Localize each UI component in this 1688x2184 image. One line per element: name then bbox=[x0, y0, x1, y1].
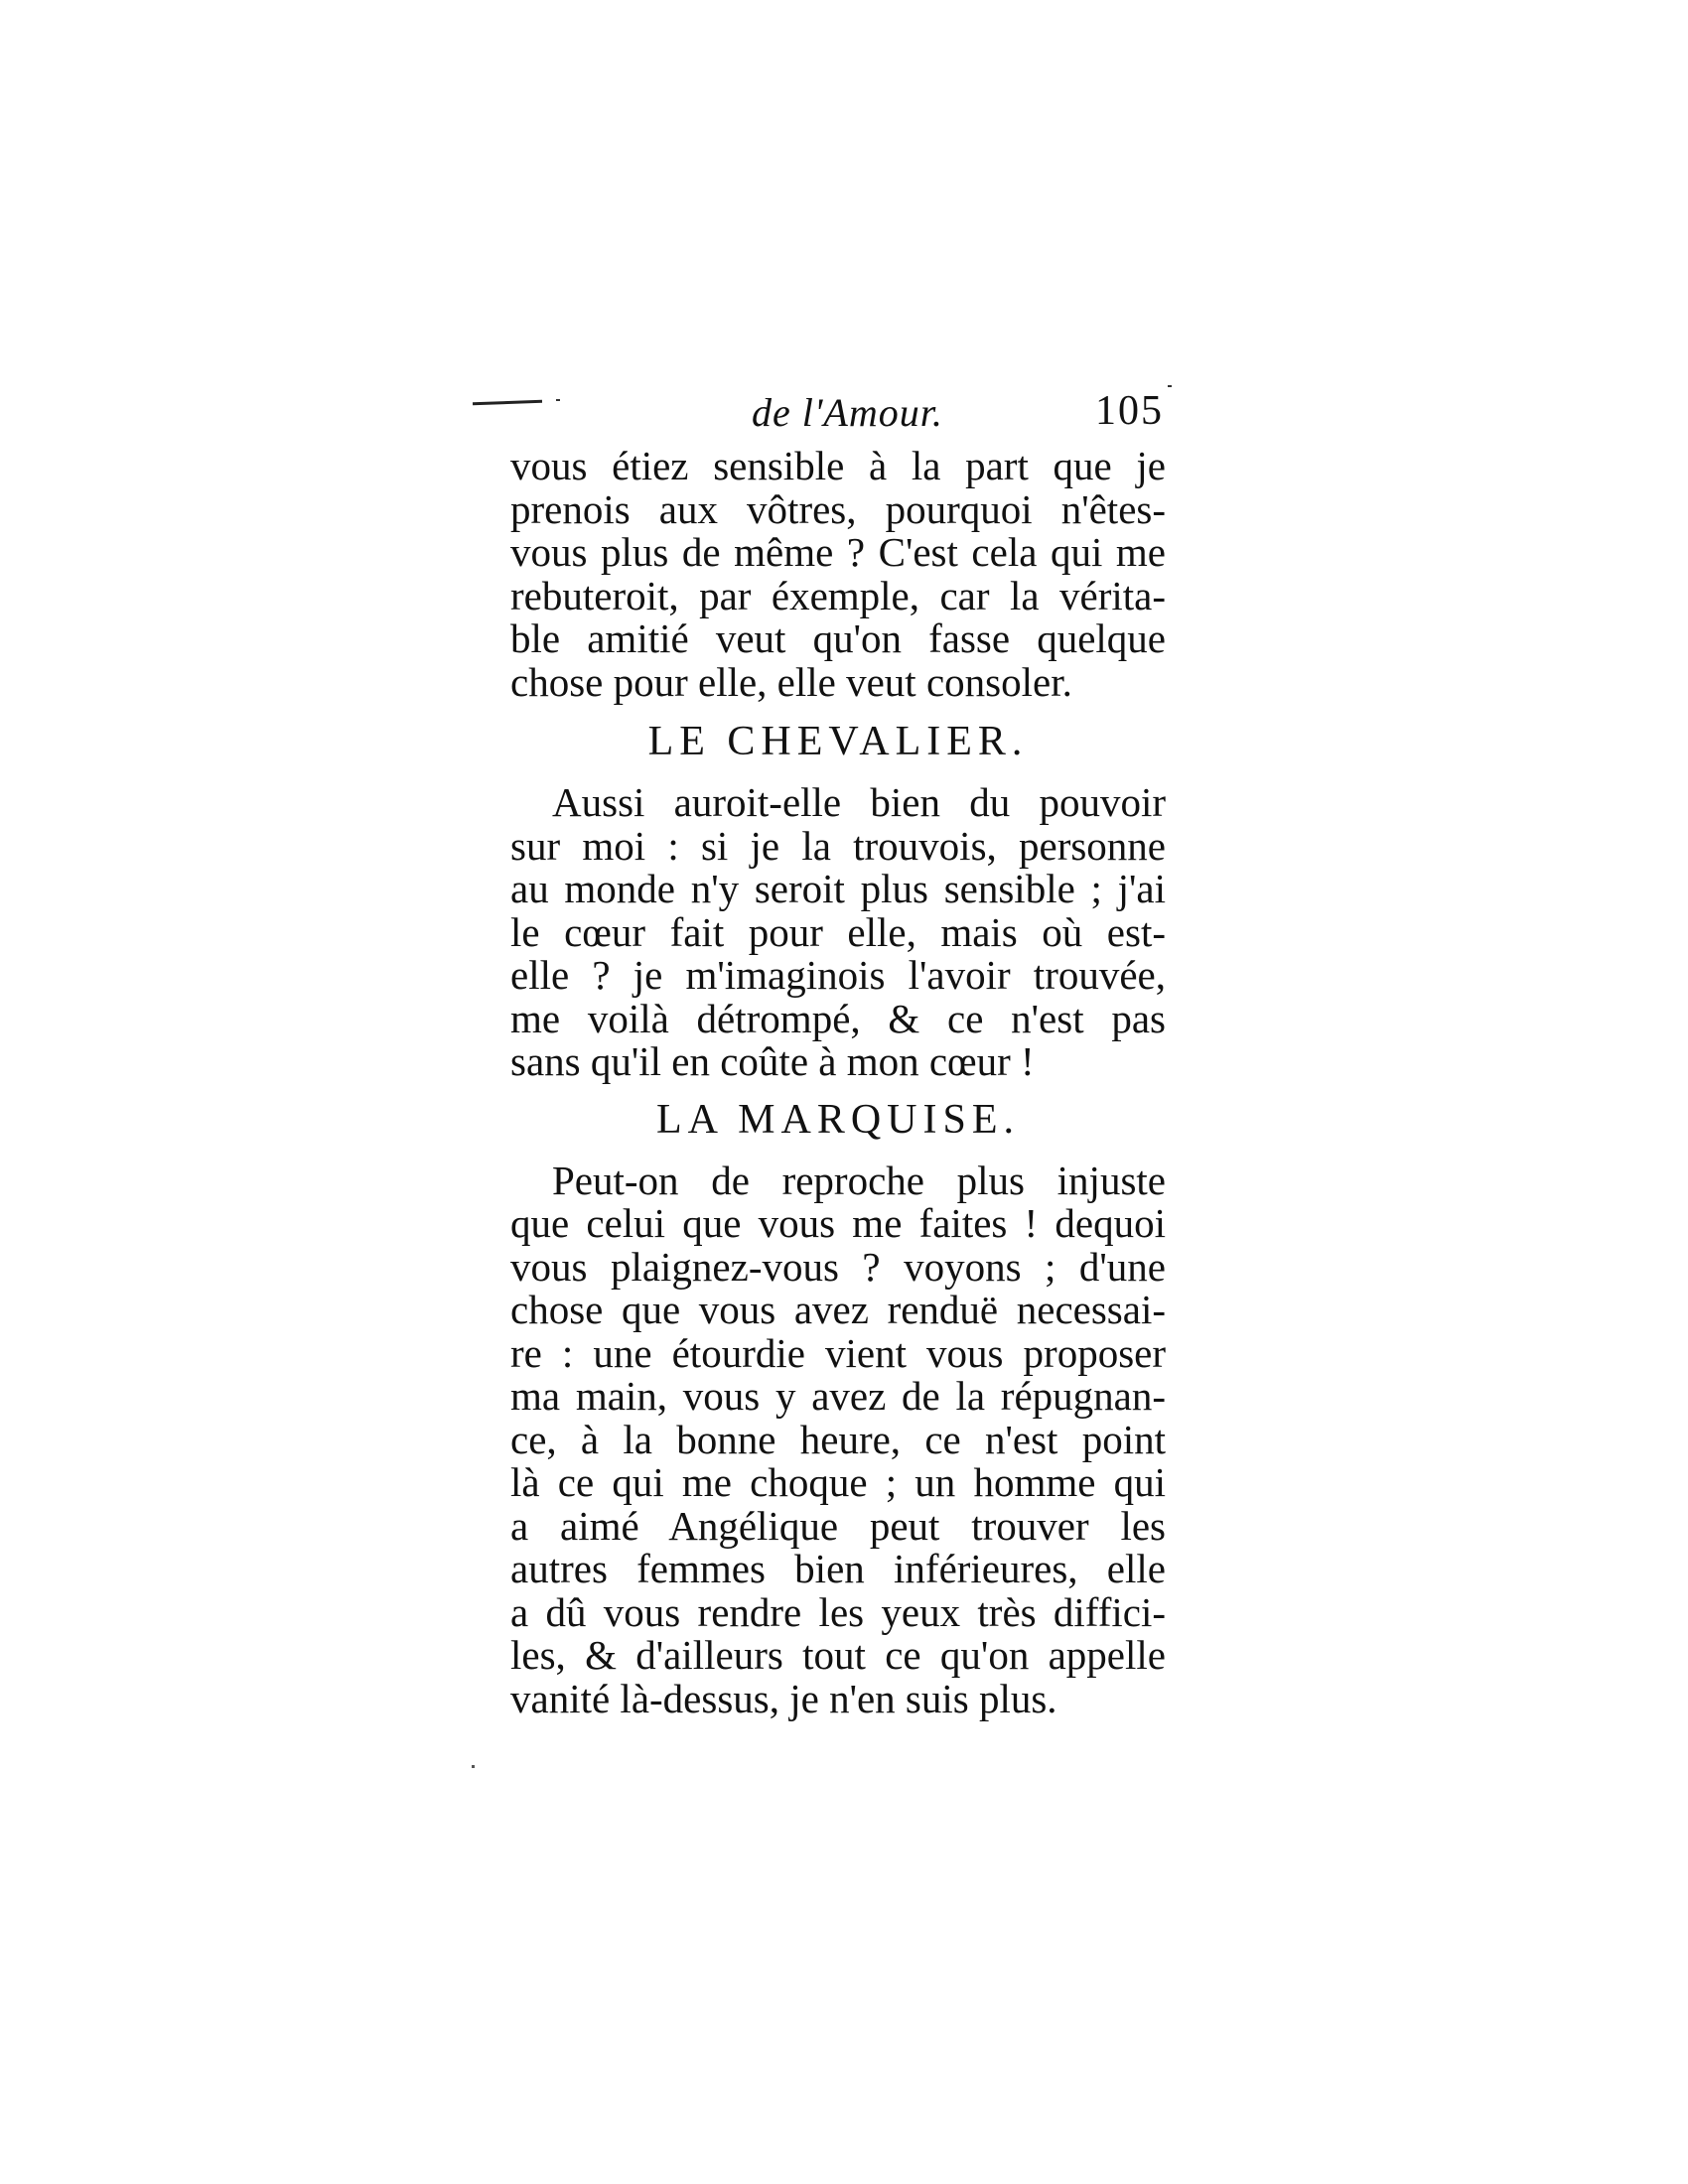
text-line: sans qu'il en coûte à mon cœur ! bbox=[510, 1038, 1035, 1084]
text-line: Aussi auroit-elle bien du pouvoir bbox=[552, 779, 1166, 825]
text-line: ma main, vous y avez de la répugnan- bbox=[510, 1373, 1166, 1419]
ink-speck bbox=[1168, 385, 1172, 387]
paragraph-continuation bbox=[510, 445, 1166, 704]
text-line: elle ? je m'imaginois l'avoir trouvée, bbox=[510, 952, 1166, 998]
text-line: rebuteroit, par éxemple, car la vérita- bbox=[510, 572, 1166, 618]
text-line: autres femmes bien inférieures, elle bbox=[510, 1546, 1166, 1591]
text-line: chose pour elle, elle veut consoler. bbox=[510, 658, 1072, 705]
ink-speck bbox=[472, 1765, 475, 1768]
text-line: au monde n'y seroit plus sensible ; j'ai bbox=[510, 866, 1166, 911]
paragraph-chevalier bbox=[510, 781, 1166, 1084]
text-line: sur moi : si je la trouvois, personne bbox=[510, 822, 1166, 869]
text-line: ce, à la bonne heure, ce n'est point bbox=[510, 1416, 1166, 1462]
text-line: les, & d'ailleurs tout ce qu'on appelle bbox=[510, 1632, 1166, 1678]
text-line: me voilà détrompé, & ce n'est pas bbox=[510, 995, 1166, 1041]
text-line: a dû vous rendre les yeux très diffici- bbox=[510, 1588, 1166, 1635]
text-line: prenois aux vôtres, pourquoi n'êtes- bbox=[510, 485, 1166, 532]
text-line: vous étiez sensible à la part que je bbox=[510, 443, 1166, 488]
text-line: vous plus de même ? C'est cela qui me bbox=[510, 529, 1166, 575]
text-line: re : une étourdie vient vous proposer bbox=[510, 1329, 1166, 1376]
paragraph-marquise bbox=[510, 1157, 1166, 1721]
speaker-heading-marquise: LA MARQUISE. bbox=[655, 1096, 1021, 1143]
page-header bbox=[508, 385, 1164, 445]
text-line: là ce qui me choque ; un homme qui bbox=[510, 1459, 1166, 1505]
text-block bbox=[510, 445, 1166, 1720]
page-number: 105 bbox=[1095, 388, 1164, 434]
text-line: chose que vous avez renduë necessai- bbox=[510, 1287, 1166, 1332]
text-line: le cœur fait pour elle, mais où est- bbox=[510, 908, 1166, 955]
text-line: vanité là-dessus, je n'en suis plus. bbox=[510, 1675, 1057, 1721]
text-line: vous plaignez-vous ? voyons ; d'une bbox=[510, 1243, 1166, 1290]
text-line: Peut-on de reproche plus injuste bbox=[552, 1157, 1166, 1203]
speaker-heading-chevalier: LE CHEVALIER. bbox=[647, 719, 1029, 764]
text-line: a aimé Angélique peut trouver les bbox=[510, 1502, 1166, 1549]
running-head: de l'Amour. bbox=[752, 390, 943, 435]
text-line: que celui que vous me faites ! dequoi bbox=[510, 1200, 1166, 1246]
text-line: ble amitié veut qu'on fasse quelque bbox=[510, 615, 1166, 661]
